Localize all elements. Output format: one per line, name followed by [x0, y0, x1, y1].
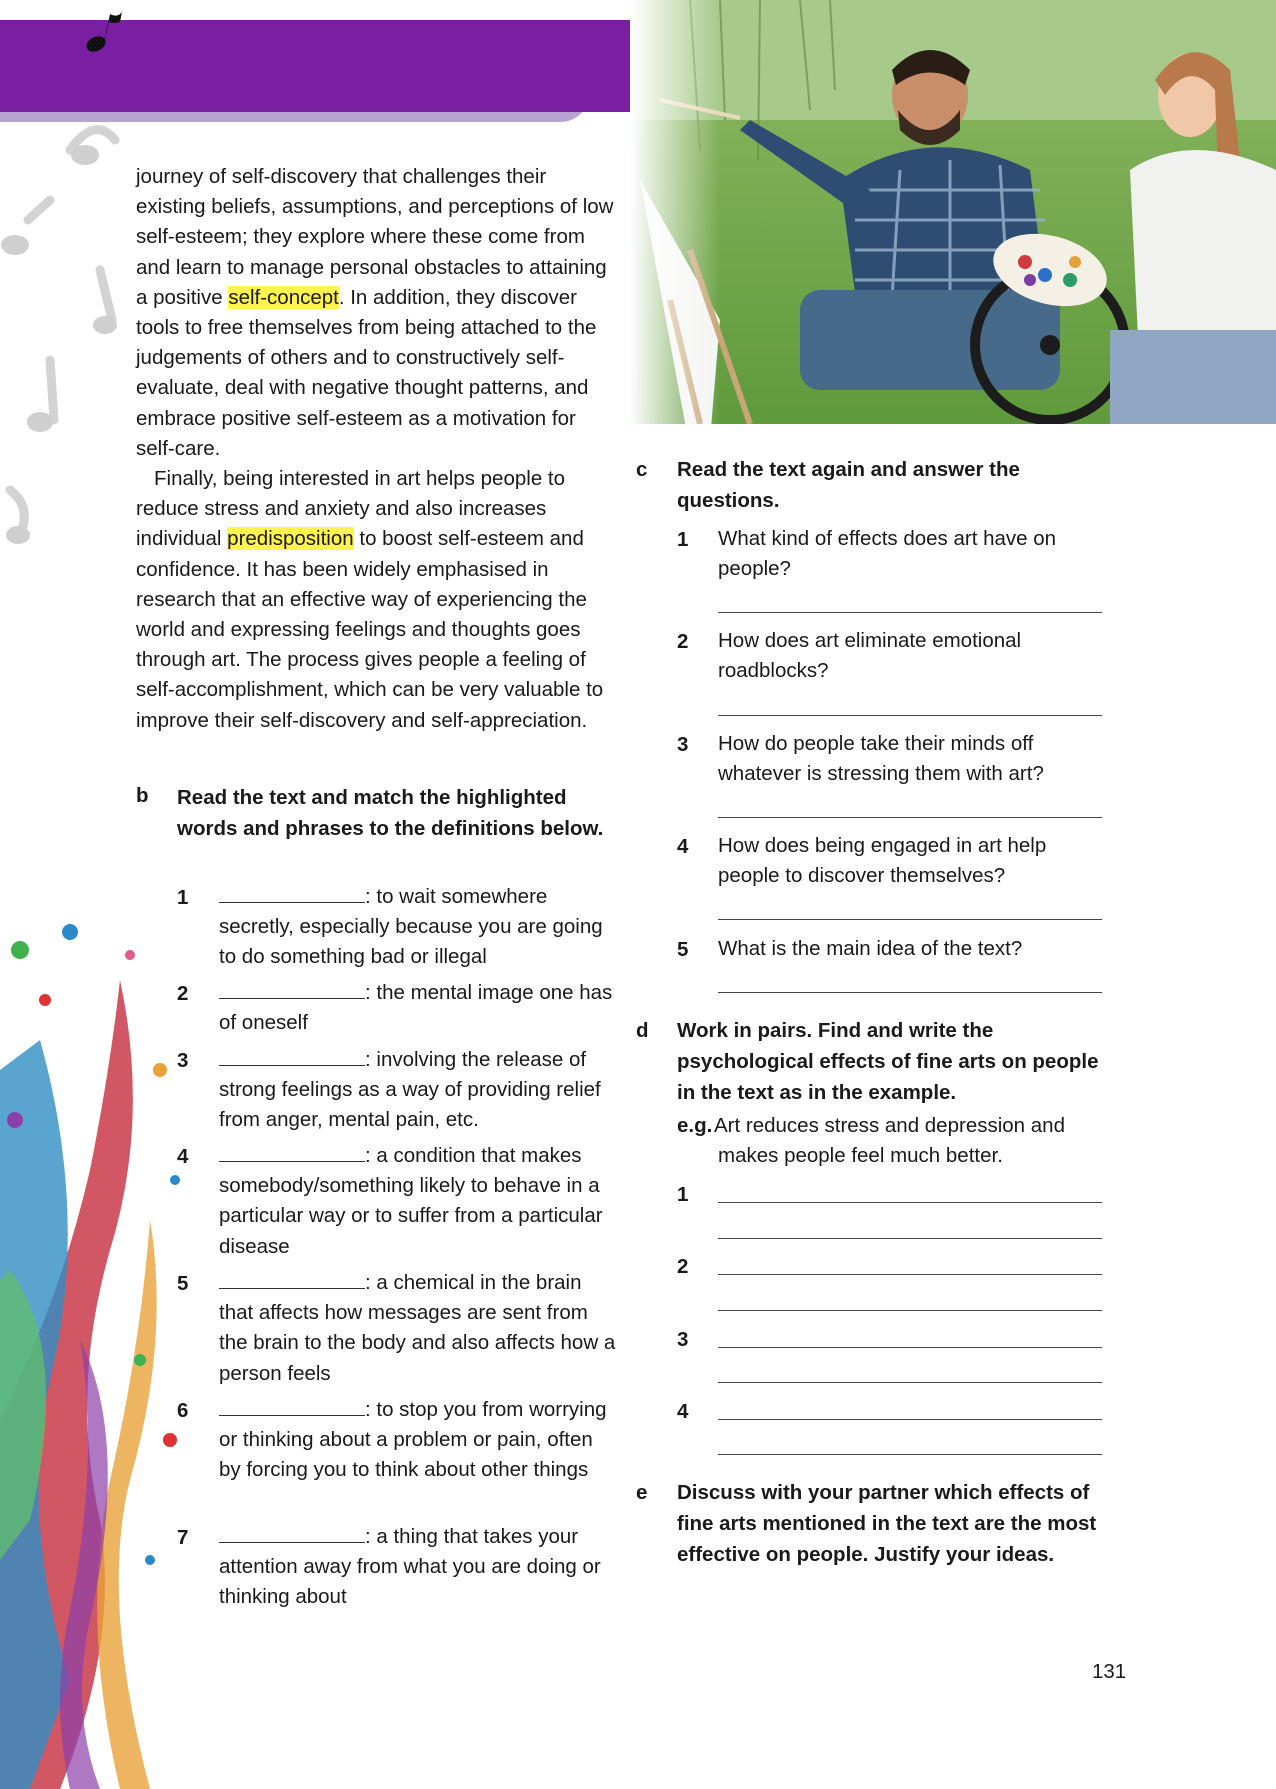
question-text: How does being engaged in art help people to discover themselves? — [718, 834, 1047, 888]
paint-splash-decoration — [0, 920, 200, 1789]
page-number: 131 — [1092, 1660, 1127, 1683]
question-number: 1 — [677, 528, 689, 551]
section-d-title: Work in pairs. Find and write the psychological effects of fine arts on people in the text as in the example. — [677, 1019, 1099, 1104]
definition-text: : the mental image one has of oneself — [219, 981, 613, 1035]
answer-line[interactable] — [718, 612, 1102, 613]
answer-line[interactable] — [718, 1202, 1102, 1203]
question-text: What is the main idea of the text? — [718, 937, 1023, 960]
answer-number: 4 — [677, 1400, 689, 1423]
answer-blank[interactable] — [219, 1397, 365, 1416]
reading-text-span: journey of self-discovery that challenges their existing beliefs, assumptions, and perceptions of low self-esteem; they explore where these come from and learn to manage personal obstacles to attaining a positive — [136, 165, 614, 309]
section-d-letter: d — [636, 1019, 649, 1042]
answer-line[interactable] — [718, 992, 1102, 993]
answer-line[interactable] — [718, 715, 1102, 716]
answer-line[interactable] — [718, 1419, 1102, 1420]
answer-number: 3 — [677, 1328, 689, 1351]
answer-line[interactable] — [718, 1454, 1102, 1455]
example-label: e.g. — [677, 1114, 713, 1137]
section-b-letter: b — [136, 784, 149, 807]
answer-line[interactable] — [718, 1347, 1102, 1348]
answer-blank[interactable] — [219, 1143, 365, 1162]
highlighted-word-predisposition: predisposition — [227, 527, 354, 551]
definition-item — [219, 1045, 619, 1136]
question-number: 3 — [677, 733, 689, 756]
question-number: 4 — [677, 835, 689, 858]
question-text: What kind of effects does art have on people? — [718, 527, 1057, 581]
answer-line[interactable] — [718, 919, 1102, 920]
answer-blank[interactable] — [219, 980, 365, 999]
definition-item — [219, 1268, 619, 1389]
item-number: 1 — [177, 886, 189, 909]
definition-item — [219, 1522, 619, 1613]
definition-text: : a chemical in the brain that affects how messages are sent from the brain to the body and also affects how a person feels — [219, 1271, 616, 1385]
answer-line[interactable] — [718, 1274, 1102, 1275]
section-c-title: Read the text again and answer the questions. — [677, 458, 1020, 512]
example-text: Art reduces stress and depression and makes people feel much better. — [714, 1114, 1065, 1168]
highlighted-word-self-concept: self-concept — [228, 285, 339, 309]
reading-paragraph-1 — [136, 162, 616, 464]
answer-line[interactable] — [718, 1382, 1102, 1383]
answer-blank[interactable] — [219, 1047, 365, 1066]
painting-outdoors-photo — [630, 0, 1276, 424]
reading-text-span: to boost self-esteem and confidence. It has been widely emphasised in research that an effective way of experiencing the world and expressing feelings and thoughts goes through art. The process gives people a feeling of self-accomplishment, which can be very valuable to improve their self-discovery and self-appreciation. — [136, 527, 604, 732]
answer-line[interactable] — [718, 1310, 1102, 1311]
definition-text: : a thing that takes your attention away from what you are doing or thinking about — [219, 1525, 601, 1609]
section-b-title: Read the text and match the highlighted words and phrases to the definitions below. — [177, 786, 604, 840]
answer-number: 2 — [677, 1255, 689, 1278]
reading-passage — [136, 162, 616, 736]
answer-blank[interactable] — [219, 884, 365, 903]
answer-line[interactable] — [718, 1238, 1102, 1239]
section-e-letter: e — [636, 1481, 648, 1504]
section-e-title: Discuss with your partner which effects of fine arts mentioned in the text are the most effective on people. Justify your ideas. — [677, 1481, 1097, 1566]
definition-item — [219, 1395, 619, 1486]
decorative-music-notes-icon — [0, 110, 130, 580]
item-number: 7 — [177, 1526, 189, 1549]
definition-item — [219, 978, 619, 1038]
music-note-icon — [82, 8, 128, 54]
answer-blank[interactable] — [219, 1270, 365, 1289]
answer-number: 1 — [677, 1183, 689, 1206]
definition-text: : a condition that makes somebody/something likely to behave in a particular way or to suffer from a particular disease — [219, 1144, 603, 1258]
item-number: 4 — [177, 1145, 189, 1168]
item-number: 6 — [177, 1399, 189, 1422]
reading-text-span: Finally, being interested in art helps people to reduce stress and anxiety and also increases individual — [136, 467, 566, 551]
item-number: 3 — [177, 1049, 189, 1072]
question-number: 2 — [677, 630, 689, 653]
definition-item — [219, 1141, 619, 1262]
definition-text: : to wait somewhere secretly, especially because you are going to do something bad or illegal — [219, 885, 603, 969]
section-c-letter: c — [636, 458, 648, 481]
question-number: 5 — [677, 938, 689, 961]
question-text: How do people take their minds off whatever is stressing them with art? — [718, 732, 1044, 786]
reading-text-span: . In addition, they discover tools to free themselves from being attached to the judgements of others and to constructively self-evaluate, deal with negative thought patterns, and embrace positive self-esteem as a motivation for self-care. — [136, 285, 597, 460]
reading-paragraph-2 — [136, 464, 616, 736]
item-number: 2 — [177, 982, 189, 1005]
answer-line[interactable] — [718, 817, 1102, 818]
definition-text: : involving the release of strong feelings as a way of providing relief from anger, mental pain, etc. — [219, 1048, 601, 1132]
question-text: How does art eliminate emotional roadblocks? — [718, 629, 1022, 683]
definition-item — [219, 882, 619, 973]
definition-text: : to stop you from worrying or thinking about a problem or pain, often by forcing you to think about other things — [219, 1398, 607, 1482]
item-number: 5 — [177, 1272, 189, 1295]
answer-blank[interactable] — [219, 1524, 365, 1543]
